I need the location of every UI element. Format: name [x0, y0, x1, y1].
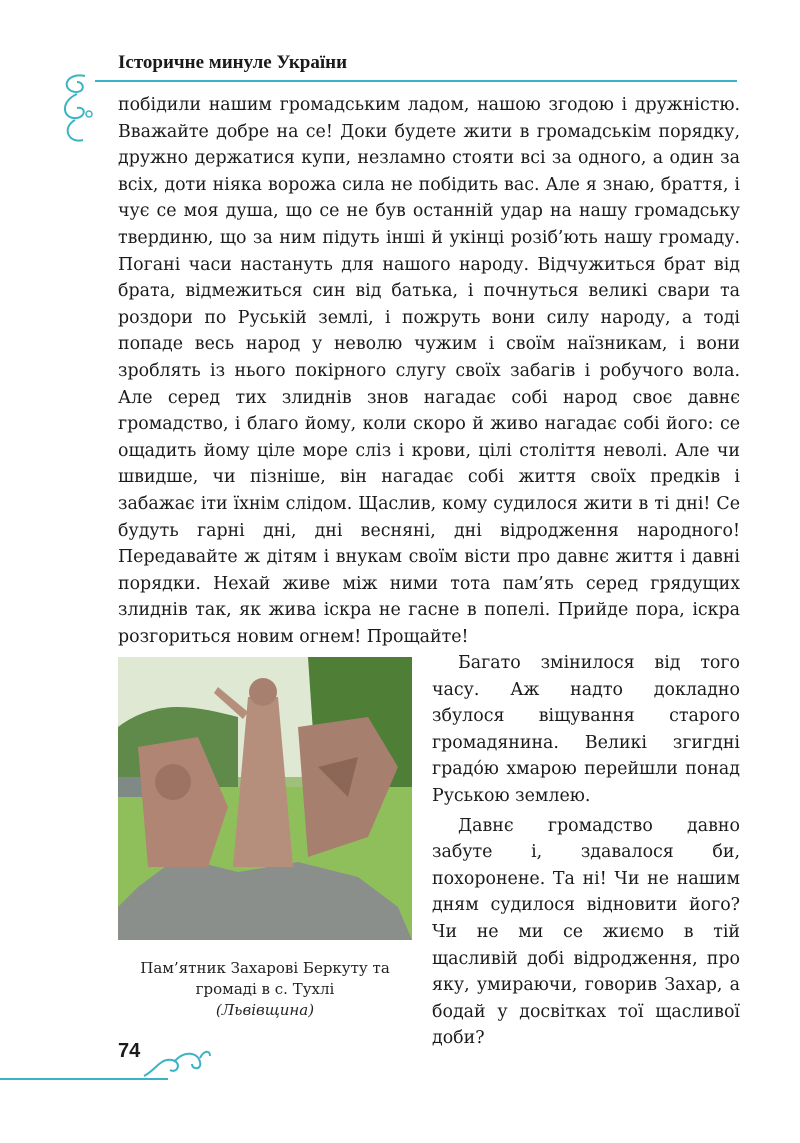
page-number: 74	[118, 1040, 141, 1062]
monument-illustration	[118, 657, 412, 940]
running-head-title: Історичне минуле України	[118, 52, 348, 73]
side-text-block	[432, 650, 740, 1055]
caption-line-2: громаді в с. Тухлі	[195, 980, 335, 998]
side-paragraph-1: Багато змінилося від того часу. Аж надто докладно збулося віщування старого громадянина. Великі згигдні градо́ю хмарою перейшли понад Руською землею.	[432, 653, 740, 806]
body-paragraph: побідили нашим громадським ладом, нашою згодою і дружністю. Вважайте добре на се! Доки будете жити в громадськім порядку, дружно держатися купи, незламно стояти всі за одного, а один за всіх, доти ніяка ворожа сила не побідить вас. Але я знаю, браття, і чує се моя душа, що се не був останній удар на нашу громадську твердиню, що за ним підуть інші й укінці розіб’ють нашу громаду. Погані часи настануть для нашого народу. Відчужиться брат від брата, відмежиться син від батька, і почнуться великі свари та роздори по Руській землі, і пожруть вони силу народу, а тоді попаде весь народ у неволю чужим і своїм наїзникам, і вони зроблять із нього покірного слугу своїх забагів і робучого вола. Але серед тих злиднів знов нагадає собі народ своє давнє громадство, і благо йому, коли скоро й живо нагадає собі його: се ощадить йому ціле море сліз і крови, цілі століття неволі. Але чи швидше, чи пізніше, він нагадає собі життя своїх предків і забажає іти їхнім слідом. Щаслив, кому судилося жити в ті дні! Се будуть гарні дні, дні весняні, дні відродження народного! Передавайте ж дітям і внукам своїм вісти про давнє життя і давні порядки. Нехай живе між ними тота пам’ять серед грядущих злиднів так, як жива іскра не гасне в попелі. Прийде пора, іскра розгориться новим огнем! Прощайте!	[118, 95, 740, 647]
swirl-footer-icon	[142, 1040, 212, 1080]
photo-caption	[118, 958, 412, 1021]
main-text-block	[118, 92, 740, 650]
monument-photo	[118, 657, 412, 940]
caption-region: (Львівщина)	[215, 1001, 315, 1019]
caption-line-1: Пам’ятник Захарові Беркуту та	[140, 959, 390, 977]
swirl-ornament-icon	[55, 68, 105, 148]
side-paragraph-2: Давнє громадство давно забуте і, здавалося би, похоронене. Та ні! Чи не нашим дням судилося відновити його? Чи не ми се жиємо в тій щасливій добі відродження, про яку, умираючи, говорив Захар, а бодай у досвітках тої щасливої доби?	[432, 815, 740, 1049]
header-rule	[95, 80, 737, 82]
